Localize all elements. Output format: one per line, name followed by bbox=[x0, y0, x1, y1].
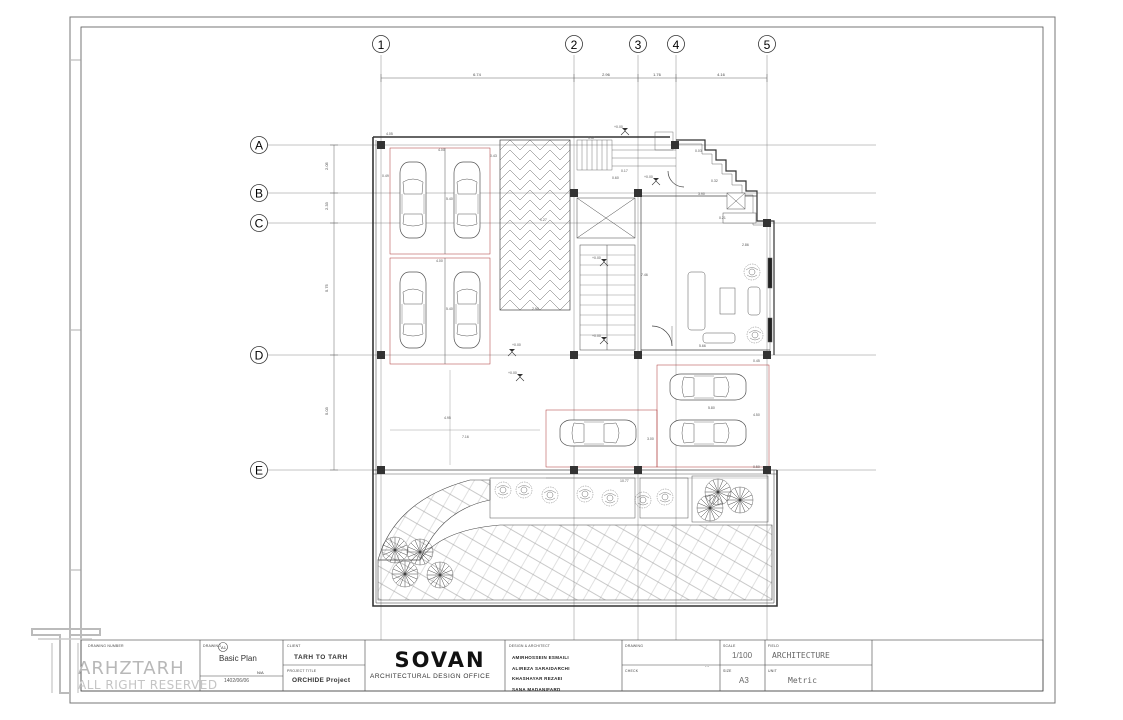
team-label: DESIGN & ARCHITECT bbox=[509, 644, 551, 648]
svg-text:0.21: 0.21 bbox=[719, 216, 726, 220]
svg-text:4.05: 4.05 bbox=[386, 132, 393, 136]
svg-text:+0.00: +0.00 bbox=[592, 256, 601, 260]
planter-beds bbox=[490, 476, 768, 522]
svg-text:C: C bbox=[254, 216, 264, 231]
svg-text:5.40: 5.40 bbox=[446, 197, 453, 201]
grid-bubble-D bbox=[251, 347, 268, 364]
lobby-walls bbox=[641, 171, 770, 355]
row-bubbles bbox=[251, 137, 268, 479]
field-label: FIELD bbox=[768, 644, 779, 648]
grid-bubble-C bbox=[251, 215, 268, 232]
shrub-7 bbox=[657, 489, 673, 505]
lobby-plant-2 bbox=[747, 327, 763, 343]
client-name: TARH TO TARH bbox=[294, 654, 348, 661]
svg-text:4.00: 4.00 bbox=[438, 148, 445, 152]
stair-treads bbox=[580, 255, 635, 335]
stair-core bbox=[577, 198, 635, 350]
car-1 bbox=[400, 162, 426, 238]
column-bubbles bbox=[373, 36, 776, 53]
svg-text:2.90: 2.90 bbox=[532, 307, 539, 311]
unit-value: Metric bbox=[788, 676, 817, 685]
lobby-furniture bbox=[688, 193, 772, 343]
left-dim-4: 5.03 bbox=[324, 407, 329, 415]
team-member: KHASHAYAR REZAEI bbox=[512, 676, 563, 681]
shrub-4 bbox=[577, 486, 593, 502]
svg-text:5.40: 5.40 bbox=[446, 307, 453, 311]
svg-text:5.80: 5.80 bbox=[708, 406, 715, 410]
svg-text:3.00: 3.00 bbox=[647, 437, 654, 441]
svg-text:10.77: 10.77 bbox=[620, 479, 629, 483]
svg-text:3: 3 bbox=[634, 38, 642, 52]
svg-text:5.66: 5.66 bbox=[699, 344, 706, 348]
svg-text:0.49: 0.49 bbox=[382, 174, 389, 178]
car-6 bbox=[670, 420, 746, 446]
svg-text:7.16: 7.16 bbox=[462, 435, 469, 439]
tree-1 bbox=[382, 537, 408, 563]
svg-text:0.45: 0.45 bbox=[753, 359, 760, 363]
tree-4 bbox=[427, 562, 453, 588]
grid-bubble-B bbox=[251, 185, 268, 202]
svg-text:1.37: 1.37 bbox=[588, 136, 595, 140]
svg-text:0.60: 0.60 bbox=[612, 176, 619, 180]
left-dimension-chain bbox=[330, 145, 338, 470]
team-member: AMIRHOSSEIN ESMAILI bbox=[512, 655, 569, 660]
grid-bubble-1 bbox=[373, 36, 390, 53]
left-dim-1: 2.05 bbox=[324, 162, 329, 170]
drawing-field-label: DRAWING bbox=[625, 644, 644, 648]
svg-text:5: 5 bbox=[763, 38, 771, 52]
grid-bubble-A bbox=[251, 137, 268, 154]
car-4 bbox=[454, 272, 480, 348]
design-team bbox=[512, 653, 570, 695]
shrub-3 bbox=[542, 487, 558, 503]
car-5 bbox=[670, 374, 746, 400]
tree-2 bbox=[407, 539, 433, 565]
project-title-label: PROJECT TITLE bbox=[287, 669, 317, 673]
shrub-6 bbox=[635, 492, 651, 508]
top-dim-1: 6.74 bbox=[473, 72, 481, 77]
svg-text:4: 4 bbox=[672, 38, 680, 52]
check-label: CHECK bbox=[625, 669, 639, 673]
field-value: ARCHITECTURE bbox=[772, 651, 830, 660]
shrub-5 bbox=[602, 490, 618, 506]
shrub-1 bbox=[495, 482, 511, 498]
project-name: ORCHIDE Project bbox=[292, 677, 351, 684]
svg-text:+0.00: +0.00 bbox=[644, 175, 653, 179]
ramp bbox=[500, 140, 570, 310]
tree-6 bbox=[727, 487, 753, 513]
grid-bubble-4 bbox=[668, 36, 685, 53]
svg-text:4.95: 4.95 bbox=[444, 416, 451, 420]
svg-text:0.43: 0.43 bbox=[490, 154, 497, 158]
grid-bubble-3 bbox=[630, 36, 647, 53]
svg-text:1.27: 1.27 bbox=[540, 218, 547, 222]
svg-text:A: A bbox=[254, 138, 264, 153]
svg-text:B: B bbox=[254, 186, 264, 201]
car-2 bbox=[454, 162, 480, 238]
margin-marks bbox=[71, 60, 81, 570]
tree-7 bbox=[697, 495, 723, 521]
left-dim-3: 5.75 bbox=[324, 284, 329, 292]
watermark-subtitle: ALL RIGHT RESERVED bbox=[78, 678, 218, 692]
top-dim-2: 2.96 bbox=[602, 72, 610, 77]
svg-text:+0.00: +0.00 bbox=[592, 334, 601, 338]
tree-3 bbox=[392, 561, 418, 587]
scale-value: 1/100 bbox=[732, 651, 753, 660]
unit-label: UNIT bbox=[768, 669, 777, 673]
svg-text:3.90: 3.90 bbox=[698, 192, 705, 196]
svg-text:4.00: 4.00 bbox=[436, 259, 443, 263]
svg-text:4.50: 4.50 bbox=[753, 413, 760, 417]
car-7 bbox=[560, 420, 636, 446]
office-name: ARCHITECTURAL DESIGN OFFICE bbox=[370, 673, 491, 680]
svg-text:2.86: 2.86 bbox=[742, 243, 749, 247]
drawing-date: 1402/06/06 bbox=[224, 678, 250, 684]
top-dimension-chain bbox=[381, 74, 767, 82]
scale-label: SCALE bbox=[723, 644, 736, 648]
car-3 bbox=[400, 272, 426, 348]
svg-text:+0.00: +0.00 bbox=[508, 371, 517, 375]
svg-text:E: E bbox=[254, 463, 264, 478]
drawing-number-label: DRAWING NUMBER bbox=[88, 644, 124, 648]
svg-text:+0.00: +0.00 bbox=[512, 343, 521, 347]
shrub-2 bbox=[516, 482, 532, 498]
svg-text:0.17: 0.17 bbox=[621, 169, 628, 173]
brand-logo: SOVAN bbox=[394, 648, 486, 672]
team-member: ALIREZA SARAIDARCHI bbox=[512, 665, 570, 671]
check-value: ... bbox=[705, 663, 710, 669]
client-label: CLIENT bbox=[287, 644, 301, 648]
watermark-title: ARHZTARH bbox=[78, 658, 185, 679]
drawing-title: Basic Plan bbox=[219, 654, 257, 663]
top-dim-3: 1.76 bbox=[653, 72, 661, 77]
size-label: SIZE bbox=[723, 669, 732, 673]
svg-text:1: 1 bbox=[377, 38, 385, 52]
drawing-label: DRAWING bbox=[203, 644, 222, 648]
svg-text:0.03: 0.03 bbox=[695, 149, 702, 153]
top-dim-4: 4.16 bbox=[717, 72, 725, 77]
svg-text:+0.00: +0.00 bbox=[614, 125, 623, 129]
lobby-plant-1 bbox=[744, 264, 760, 280]
svg-text:D: D bbox=[254, 348, 264, 363]
grid-bubble-E bbox=[251, 462, 268, 479]
svg-text:7.46: 7.46 bbox=[641, 273, 648, 277]
grid-bubble-5 bbox=[759, 36, 776, 53]
drawing-number-badge-text: A1 bbox=[221, 645, 226, 650]
svg-text:2: 2 bbox=[570, 38, 578, 52]
drawing-subtitle: N/A bbox=[257, 670, 264, 675]
size-value: A3 bbox=[739, 676, 749, 685]
team-member: SANA MADANIFARD bbox=[512, 686, 561, 692]
svg-text:0.50: 0.50 bbox=[753, 465, 760, 469]
svg-text:0.32: 0.32 bbox=[711, 179, 718, 183]
left-dim-2: 2.33 bbox=[324, 202, 329, 210]
grid-bubble-2 bbox=[566, 36, 583, 53]
